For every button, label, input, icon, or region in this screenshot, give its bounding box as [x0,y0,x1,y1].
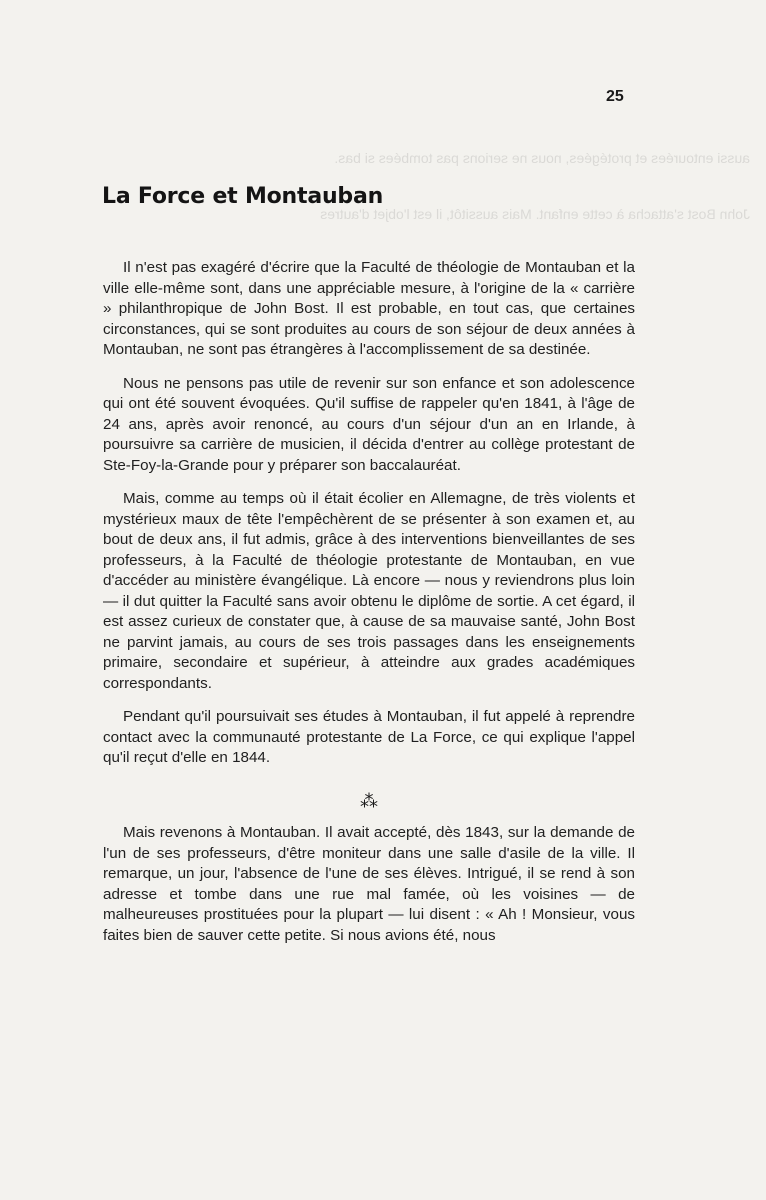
paragraph: Pendant qu'il poursuivait ses études à Montauban, il fut appelé à reprendre contact avec la communauté protestante de La Force, ce qui explique l'appel qu'il reçut d'elle en 1844. [103,708,635,766]
chapter-title: La Force et Montauban [102,184,384,209]
body-text [103,258,635,959]
page-number: 25 [606,88,624,105]
bleed-through-text: aussi entourées et protégées, nous ne serions pas tombées si bas. [334,150,750,166]
paragraph: Mais revenons à Montauban. Il avait accepté, dès 1843, sur la demande de l'un de ses professeurs, d'être moniteur dans une salle d'asile de la ville. Il remarque, un jour, l'absence de l'une de ses élèves. Intrigué, il se rend à son adresse et tombe dans une rue mal famée, où les voisines — de malheureuses prostituées pour la plupart — lui disent : « Ah ! Monsieur, vous faites bien de sauver cette petite. Si nous avions été, nous [103,824,635,944]
paragraph: Il n'est pas exagéré d'écrire que la Faculté de théologie de Montauban et la ville elle-même sont, dans une appréciable mesure, à l'origine de la « carrière » philanthropique de John Bost. Il est probable, en tout cas, que certaines circonstances, qui se sont produites au cours de son séjour de deux années à Montauban, ne sont pas étrangères à l'accomplissement de sa destinée. [103,259,635,358]
paragraph: Mais, comme au temps où il était écolier en Allemagne, de très violents et mystérieux maux de tête l'empêchèrent de se présenter à son examen et, au bout de deux ans, il fut admis, grâce à des interventions bienveillantes de ses professeurs, à la Faculté de théologie protestante de Montauban, en vue d'accéder au ministère évangélique. Là encore — nous y reviendrons plus loin — il dut quitter la Faculté sans avoir obtenu le diplôme de sortie. A cet égard, il est assez curieux de constater que, à cause de sa mauvaise santé, John Bost ne parvint jamais, au cours de ses trois passages dans les enseignements primaire, secondaire et supérieur, à atteindre aux grades académiques correspondants. [103,490,635,692]
section-break-asterism: ⁂ [360,790,378,811]
paragraph: Nous ne pensons pas utile de revenir sur son enfance et son adolescence qui ont été souvent évoquées. Qu'il suffise de rappeler qu'en 1841, à l'âge de 24 ans, après avoir renoncé, au cours d'un séjour d'un an en Irlande, à poursuivre sa carrière de musicien, il décida d'entrer au collège protestant de Ste-Foy-la-Grande pour y préparer son baccalauréat. [103,374,635,474]
bleed-through-text: John Bost s'attacha à cette enfant. Mais aussitôt, il est l'objet d'autres [320,206,750,222]
